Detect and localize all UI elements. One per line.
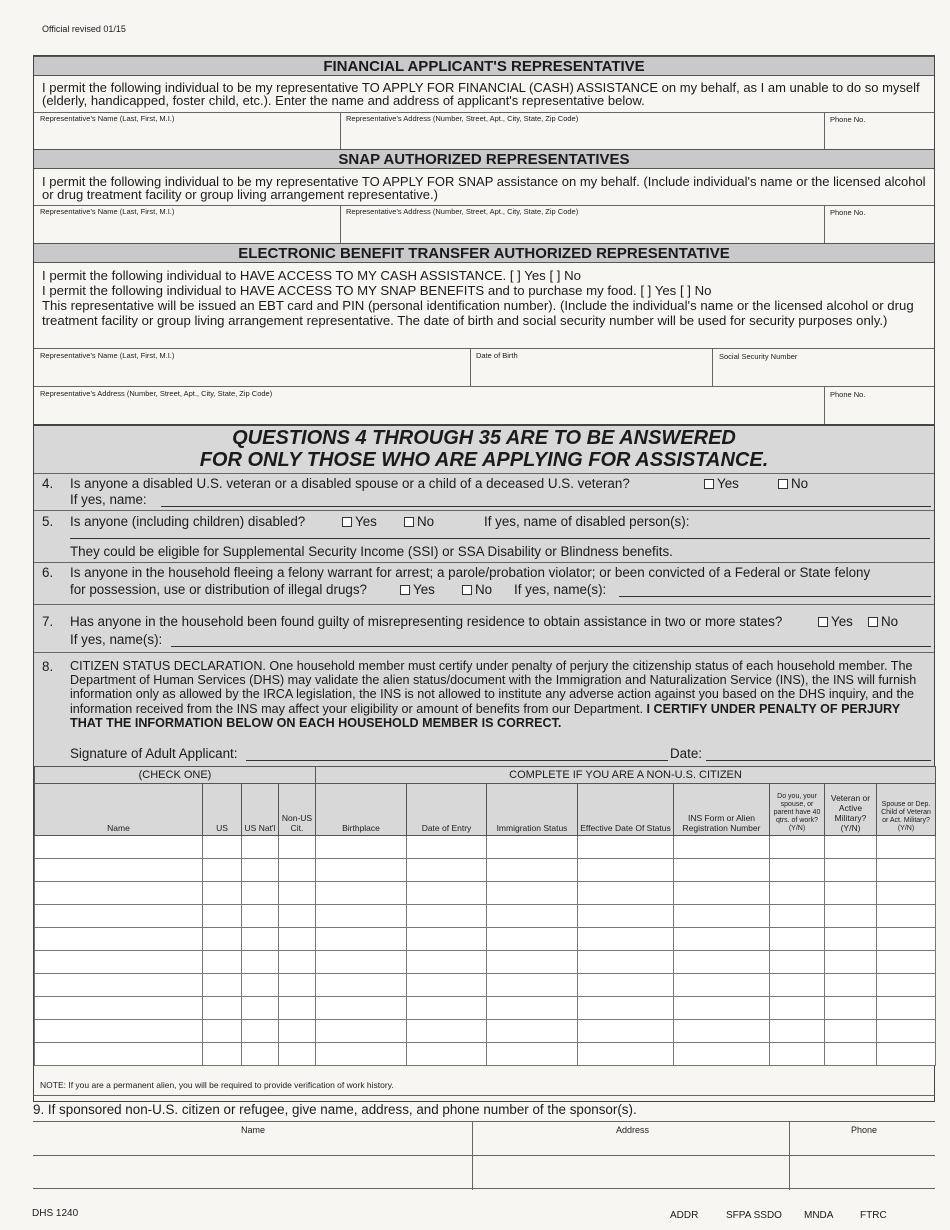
- snap-phone-label: Phone No.: [830, 208, 866, 217]
- table-cell[interactable]: [279, 836, 316, 859]
- table-cell[interactable]: [35, 928, 203, 951]
- q5-yes[interactable]: Yes: [342, 514, 377, 529]
- table-row: [35, 859, 936, 882]
- permanent-alien-note: NOTE: If you are a permanent alien, you will be required to provide verification of work history.: [40, 1080, 394, 1090]
- table-cell[interactable]: [578, 1020, 674, 1043]
- col-date-of-entry: Date of Entry: [407, 784, 487, 836]
- footer-code-mnda: MNDA: [804, 1210, 834, 1221]
- table-cell[interactable]: [279, 882, 316, 905]
- table-cell[interactable]: [825, 882, 877, 905]
- table-cell[interactable]: [279, 905, 316, 928]
- table-cell[interactable]: [35, 951, 203, 974]
- table-cell[interactable]: [407, 928, 487, 951]
- financial-phone-label: Phone No.: [830, 115, 866, 124]
- q4-no[interactable]: No: [778, 476, 808, 491]
- table-cell[interactable]: [407, 882, 487, 905]
- table-cell[interactable]: [242, 1043, 279, 1066]
- table-cell[interactable]: [674, 836, 770, 859]
- noncitizen-header: COMPLETE IF YOU ARE A NON-U.S. CITIZEN: [316, 767, 936, 784]
- q4-ifyes-label: If yes, name:: [70, 492, 147, 507]
- col-us: US: [203, 784, 242, 836]
- table-cell[interactable]: [877, 997, 936, 1020]
- table-cell[interactable]: [203, 882, 242, 905]
- table-cell[interactable]: [35, 974, 203, 997]
- q7-ifyes-label: If yes, name(s):: [70, 632, 163, 647]
- table-cell[interactable]: [35, 836, 203, 859]
- table-cell[interactable]: [316, 1043, 407, 1066]
- table-cell[interactable]: [877, 1020, 936, 1043]
- table-cell[interactable]: [770, 1020, 825, 1043]
- table-cell[interactable]: [242, 859, 279, 882]
- sponsor-address-label: Address: [616, 1125, 650, 1135]
- ebt-ssn-label: Social Security Number: [719, 352, 798, 361]
- table-cell[interactable]: [487, 1043, 578, 1066]
- table-cell[interactable]: [674, 1043, 770, 1066]
- table-cell[interactable]: [35, 905, 203, 928]
- sponsor-table: [33, 1121, 935, 1189]
- table-cell[interactable]: [487, 859, 578, 882]
- table-cell[interactable]: [242, 905, 279, 928]
- application-form: [33, 55, 935, 1102]
- snap-rep-name-label: Representative's Name (Last, First, M.I.): [40, 207, 175, 216]
- q8-number: 8.: [42, 659, 54, 674]
- q5-note: They could be eligible for Supplemental Security Income (SSI) or SSA Disability or Blindness benefits.: [70, 544, 673, 559]
- table-cell[interactable]: [279, 1020, 316, 1043]
- q4-name-line[interactable]: [161, 506, 931, 507]
- col-effective-date: Effective Date Of Status: [578, 784, 674, 836]
- table-row: [35, 1043, 936, 1066]
- q6-no-checkbox[interactable]: [462, 585, 472, 595]
- table-cell[interactable]: [203, 974, 242, 997]
- q4-yes-checkbox[interactable]: [704, 479, 714, 489]
- q8-date-line[interactable]: [706, 760, 931, 761]
- col-40-quarters: Do you, your spouse, or parent have 40 qtrs. of work? (Y/N): [770, 784, 825, 836]
- table-cell[interactable]: [825, 997, 877, 1020]
- table-cell[interactable]: [674, 997, 770, 1020]
- table-cell[interactable]: [242, 997, 279, 1020]
- table-cell[interactable]: [674, 905, 770, 928]
- table-cell[interactable]: [674, 1020, 770, 1043]
- q6-text-continued: for possession, use or distribution of illegal drugs?: [70, 582, 367, 597]
- q5-name-line[interactable]: [70, 538, 930, 539]
- table-cell[interactable]: [35, 997, 203, 1020]
- q6-name-line[interactable]: [619, 596, 931, 597]
- financial-section-title: FINANCIAL APPLICANT'S REPRESENTATIVE: [34, 56, 934, 76]
- financial-rep-address-label: Representative's Address (Number, Street, Apt., City, State, Zip Code): [346, 114, 579, 123]
- table-cell[interactable]: [316, 974, 407, 997]
- table-cell[interactable]: [578, 951, 674, 974]
- form-id: DHS 1240: [32, 1208, 79, 1219]
- q4-yes[interactable]: Yes: [704, 476, 739, 491]
- table-cell[interactable]: [203, 1043, 242, 1066]
- table-cell[interactable]: [407, 1020, 487, 1043]
- footer-code-ftrc: FTRC: [860, 1210, 887, 1221]
- table-cell[interactable]: [770, 859, 825, 882]
- q6-number: 6.: [42, 565, 54, 580]
- table-cell[interactable]: [35, 1020, 203, 1043]
- q8-signature-label: Signature of Adult Applicant:: [70, 746, 238, 761]
- table-cell[interactable]: [407, 974, 487, 997]
- table-row: [35, 974, 936, 997]
- footer-code-sfpa: SFPA SSDO: [726, 1210, 782, 1221]
- q6-ifyes-label: If yes, name(s):: [514, 582, 607, 597]
- table-cell[interactable]: [407, 836, 487, 859]
- table-cell[interactable]: [877, 882, 936, 905]
- q7-number: 7.: [42, 614, 54, 629]
- table-cell[interactable]: [279, 859, 316, 882]
- table-cell[interactable]: [316, 997, 407, 1020]
- ebt-cash-access-text: I permit the following individual to HAVE ACCESS TO MY CASH ASSISTANCE. [ ] Yes [ ] No: [42, 268, 581, 283]
- col-veteran-spouse-child: Spouse or Dep. Child of Veteran or Act. Military? (Y/N): [877, 784, 936, 836]
- q4-number: 4.: [42, 476, 54, 491]
- q7-no[interactable]: No: [868, 614, 898, 629]
- table-cell[interactable]: [578, 905, 674, 928]
- q4-text: Is anyone a disabled U.S. veteran or a disabled spouse or a child of a deceased U.S. veteran?: [70, 476, 630, 491]
- table-cell[interactable]: [770, 836, 825, 859]
- table-cell[interactable]: [877, 1043, 936, 1066]
- table-cell[interactable]: [279, 951, 316, 974]
- table-cell[interactable]: [203, 928, 242, 951]
- table-row: [35, 1020, 936, 1043]
- table-cell[interactable]: [316, 859, 407, 882]
- citizen-status-table: [34, 766, 936, 1066]
- ebt-phone-label: Phone No.: [830, 390, 866, 399]
- financial-rep-name-label: Representative's Name (Last, First, M.I.): [40, 114, 175, 123]
- q7-yes[interactable]: Yes: [818, 614, 853, 629]
- q8-declaration: CITIZEN STATUS DECLARATION. One household member must certify under penalty of perjury the citizenship status of each household member. The Department of Human Services (DHS) may validate the alien status/document with the Immigration and Naturalization Service (INS), the INS will furnish information only as allowed by the IRCA legislation, the INS is not allowed to institute any adverse action against you based on the DHS inquiry, and the information received from the INS may affect your eligibility or amount of benefits from our Department. I CERTIFY UNDER PENALTY OF PERJURY THAT THE INFORMATION BELOW ON EACH HOUSEHOLD MEMBER IS CORRECT.: [70, 659, 917, 730]
- col-veteran: Veteran or Active Military? (Y/N): [825, 784, 877, 836]
- table-row: [35, 882, 936, 905]
- table-cell[interactable]: [578, 928, 674, 951]
- footer-code-addr: ADDR: [670, 1210, 699, 1221]
- table-cell[interactable]: [487, 905, 578, 928]
- table-cell[interactable]: [203, 997, 242, 1020]
- table-cell[interactable]: [407, 951, 487, 974]
- table-cell[interactable]: [316, 928, 407, 951]
- table-cell[interactable]: [316, 1020, 407, 1043]
- q8-certify-statement: I CERTIFY UNDER PENALTY OF PERJURY THAT THE INFORMATION BELOW ON EACH HOUSEHOLD MEMBER IS CORRECT.: [70, 701, 900, 730]
- table-cell[interactable]: [674, 859, 770, 882]
- table-row: [35, 928, 936, 951]
- table-cell[interactable]: [203, 905, 242, 928]
- table-cell[interactable]: [203, 951, 242, 974]
- q7-yes-checkbox[interactable]: [818, 617, 828, 627]
- q6-no[interactable]: No: [462, 582, 492, 597]
- ebt-rep-address-label: Representative's Address (Number, Street, Apt., City, State, Zip Code): [40, 389, 273, 398]
- table-cell[interactable]: [316, 882, 407, 905]
- table-cell[interactable]: [203, 859, 242, 882]
- table-row: [35, 836, 936, 859]
- table-row: [35, 905, 936, 928]
- revision-note: Official revised 01/15: [42, 24, 126, 34]
- table-cell[interactable]: [487, 928, 578, 951]
- table-row: [35, 997, 936, 1020]
- q5-yes-checkbox[interactable]: [342, 517, 352, 527]
- table-cell[interactable]: [242, 974, 279, 997]
- q7-text: Has anyone in the household been found guilty of misrepresenting residence to obtain assistance in two or more states?: [70, 614, 783, 629]
- table-cell[interactable]: [487, 951, 578, 974]
- table-cell[interactable]: [674, 882, 770, 905]
- table-cell[interactable]: [279, 1043, 316, 1066]
- questions-title-line2: FOR ONLY THOSE WHO ARE APPLYING FOR ASSISTANCE.: [199, 449, 769, 471]
- q8-date-label: Date:: [670, 746, 703, 761]
- table-cell[interactable]: [578, 859, 674, 882]
- table-cell[interactable]: [203, 1020, 242, 1043]
- table-row: [35, 951, 936, 974]
- col-birthplace: Birthplace: [316, 784, 407, 836]
- q9-text: 9. If sponsored non-U.S. citizen or refugee, give name, address, and phone number of the sponsor(s).: [33, 1102, 637, 1117]
- col-name: Name: [35, 784, 203, 836]
- table-cell[interactable]: [242, 928, 279, 951]
- table-cell[interactable]: [578, 997, 674, 1020]
- table-cell[interactable]: [242, 951, 279, 974]
- table-cell[interactable]: [242, 836, 279, 859]
- table-cell[interactable]: [316, 951, 407, 974]
- table-cell[interactable]: [877, 859, 936, 882]
- ebt-dob-label: Date of Birth: [476, 351, 518, 360]
- col-non-us-citizen: Non-US Cit.: [279, 784, 316, 836]
- q6-yes[interactable]: Yes: [400, 582, 435, 597]
- table-cell[interactable]: [770, 997, 825, 1020]
- table-cell[interactable]: [674, 928, 770, 951]
- table-cell[interactable]: [279, 997, 316, 1020]
- table-cell[interactable]: [279, 974, 316, 997]
- col-immigration-status: Immigration Status: [487, 784, 578, 836]
- table-cell[interactable]: [770, 882, 825, 905]
- table-cell[interactable]: [407, 859, 487, 882]
- table-cell[interactable]: [487, 1020, 578, 1043]
- table-cell[interactable]: [770, 1043, 825, 1066]
- ebt-card-pin-text: This representative will be issued an EBT card and PIN (personal identification number). (Include the individual's name or the licensed alcohol or drug treatment facility or group living arrangement representative. The date of birth and social security number will be used for security purposes only.): [42, 298, 914, 328]
- q8-signature-line[interactable]: [246, 760, 668, 761]
- table-cell[interactable]: [35, 859, 203, 882]
- table-cell[interactable]: [825, 905, 877, 928]
- table-cell[interactable]: [316, 836, 407, 859]
- table-cell[interactable]: [825, 836, 877, 859]
- snap-rep-address-label: Representative's Address (Number, Street, Apt., City, State, Zip Code): [346, 207, 579, 216]
- table-cell[interactable]: [825, 928, 877, 951]
- table-cell[interactable]: [578, 974, 674, 997]
- table-cell[interactable]: [877, 974, 936, 997]
- table-cell[interactable]: [578, 1043, 674, 1066]
- table-cell[interactable]: [407, 1043, 487, 1066]
- table-cell[interactable]: [35, 882, 203, 905]
- table-cell[interactable]: [825, 1020, 877, 1043]
- table-cell[interactable]: [487, 997, 578, 1020]
- table-cell[interactable]: [877, 836, 936, 859]
- table-cell[interactable]: [242, 1020, 279, 1043]
- table-cell[interactable]: [877, 905, 936, 928]
- ebt-rep-name-label: Representative's Name (Last, First, M.I.): [40, 351, 175, 360]
- q5-no[interactable]: No: [404, 514, 434, 529]
- q5-number: 5.: [42, 514, 54, 529]
- table-cell[interactable]: [825, 951, 877, 974]
- table-cell[interactable]: [770, 905, 825, 928]
- table-cell[interactable]: [407, 997, 487, 1020]
- check-one-header: (CHECK ONE): [35, 767, 316, 784]
- table-cell[interactable]: [316, 905, 407, 928]
- questions-title-line1: QUESTIONS 4 THROUGH 35 ARE TO BE ANSWERED: [232, 427, 736, 449]
- table-cell[interactable]: [877, 928, 936, 951]
- financial-permission-text: I permit the following individual to be my representative TO APPLY FOR FINANCIAL (CASH) ASSISTANCE on my behalf, as I am unable to do so myself (elderly, handicapped, foster child, etc.). Enter the name and address of applicant's representative below.: [42, 80, 920, 108]
- sponsor-phone-label: Phone: [851, 1125, 878, 1135]
- table-cell[interactable]: [487, 974, 578, 997]
- table-cell[interactable]: [203, 836, 242, 859]
- table-cell[interactable]: [674, 951, 770, 974]
- table-cell[interactable]: [825, 1043, 877, 1066]
- col-ins-form: INS Form or Alien Registration Number: [674, 784, 770, 836]
- table-cell[interactable]: [825, 859, 877, 882]
- table-cell[interactable]: [578, 882, 674, 905]
- q4-no-checkbox[interactable]: [778, 479, 788, 489]
- table-cell[interactable]: [407, 905, 487, 928]
- table-cell[interactable]: [279, 928, 316, 951]
- table-cell[interactable]: [877, 951, 936, 974]
- table-cell[interactable]: [770, 951, 825, 974]
- sponsor-name-label: Name: [241, 1125, 266, 1135]
- snap-section-title: SNAP AUTHORIZED REPRESENTATIVES: [34, 149, 934, 169]
- table-cell[interactable]: [770, 974, 825, 997]
- q5-ifyes-label: If yes, name of disabled person(s):: [484, 514, 690, 529]
- q7-name-line[interactable]: [171, 646, 931, 647]
- table-cell[interactable]: [578, 836, 674, 859]
- q6-text: Is anyone in the household fleeing a felony warrant for arrest; a parole/probation violator; or been convicted of a Federal or State felony: [70, 565, 871, 580]
- table-cell[interactable]: [487, 836, 578, 859]
- table-cell[interactable]: [674, 974, 770, 997]
- table-cell[interactable]: [35, 1043, 203, 1066]
- q6-yes-checkbox[interactable]: [400, 585, 410, 595]
- table-cell[interactable]: [487, 882, 578, 905]
- q5-text: Is anyone (including children) disabled?: [70, 514, 306, 529]
- table-cell[interactable]: [770, 928, 825, 951]
- ebt-snap-access-text: I permit the following individual to HAVE ACCESS TO MY SNAP BENEFITS and to purchase my food. [ ] Yes [ ] No: [42, 283, 712, 298]
- q5-no-checkbox[interactable]: [404, 517, 414, 527]
- ebt-section-title: ELECTRONIC BENEFIT TRANSFER AUTHORIZED REPRESENTATIVE: [34, 243, 934, 263]
- table-cell[interactable]: [242, 882, 279, 905]
- table-cell[interactable]: [825, 974, 877, 997]
- col-us-national: US Nat'l: [242, 784, 279, 836]
- q7-no-checkbox[interactable]: [868, 617, 878, 627]
- snap-permission-text: I permit the following individual to be my representative TO APPLY FOR SNAP assistance on my behalf. (Include individual's name or the licensed alcohol or drug treatment facility or group living arrangement representative.): [42, 174, 926, 202]
